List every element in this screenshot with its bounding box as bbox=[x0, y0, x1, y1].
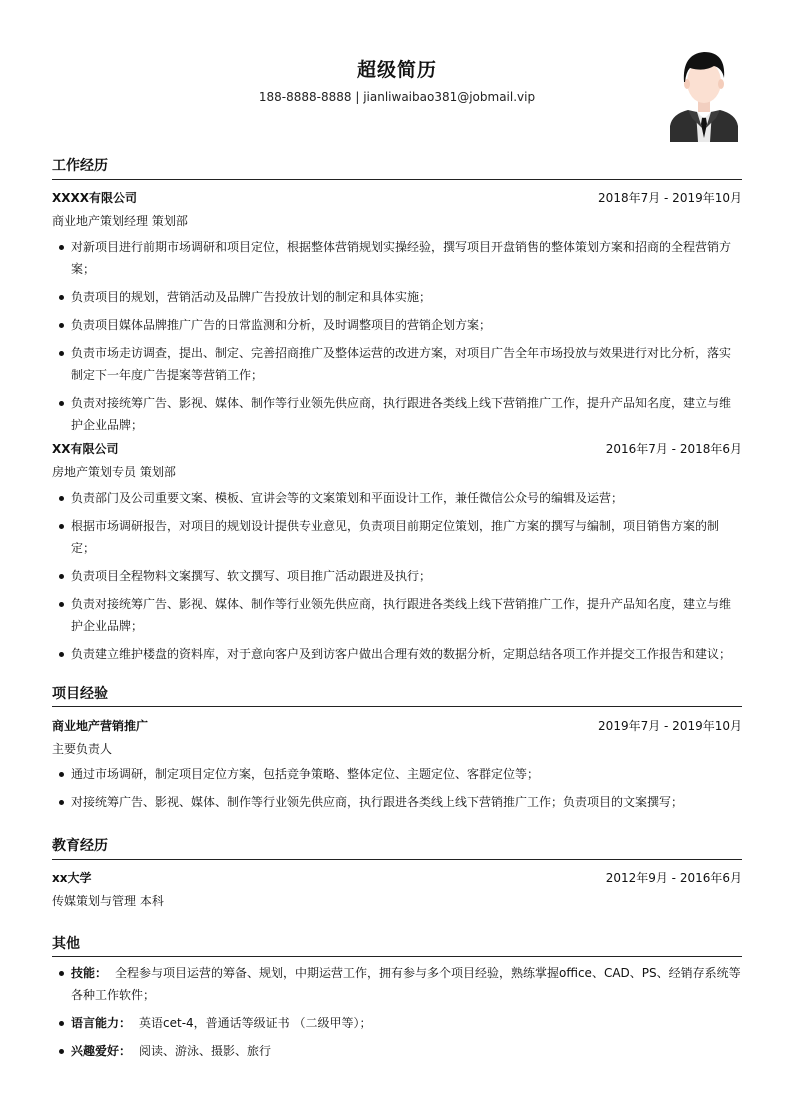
entry-role: 商业地产策划经理 策划部 bbox=[52, 214, 188, 228]
resume-title: 超级简历 bbox=[356, 59, 437, 81]
bullet-list bbox=[52, 763, 742, 819]
entry-header bbox=[52, 869, 742, 887]
entry-date: 2019年7月 - 2019年10月 bbox=[598, 719, 742, 733]
section-title-work: 工作经历 bbox=[52, 158, 108, 174]
section-title-project: 项目经验 bbox=[52, 686, 108, 702]
item-text: 全程参与项目运营的筹备、规划，中期运营工作，拥有参与多个项目经验，熟练掌握office、CAD、PS、经销存系统等各种工作软件； bbox=[71, 966, 741, 1002]
entry-date: 2016年7月 - 2018年6月 bbox=[605, 442, 742, 456]
company-name: XXXX有限公司 bbox=[52, 191, 138, 205]
section-divider bbox=[52, 179, 742, 180]
entry-major: 传媒策划与管理 本科 bbox=[52, 894, 164, 908]
project-name: 商业地产营销推广 bbox=[52, 719, 149, 733]
entry-header bbox=[52, 440, 742, 458]
item-label: 技能： bbox=[71, 966, 108, 980]
item-text: 英语cet-4，普通话等级证书 （二级甲等）； bbox=[139, 1016, 372, 1030]
bullet-list bbox=[52, 236, 742, 442]
contact-line: 188-8888-8888 | jianliwaibao381@jobmail.vip bbox=[258, 90, 536, 104]
section-divider bbox=[52, 706, 742, 707]
list-item: 对新项目进行前期市场调研和项目定位，根据整体营销规划实操经验，撰写项目开盘销售的整体策划方案和招商的全程营销方案； bbox=[52, 236, 742, 280]
item-text: 阅读、游泳、摄影、旅行 bbox=[139, 1044, 272, 1058]
bullet-list bbox=[52, 487, 742, 671]
list-item bbox=[52, 1012, 742, 1034]
school-name: xx大学 bbox=[52, 871, 92, 885]
item-label: 兴趣爱好： bbox=[71, 1044, 132, 1058]
section-divider bbox=[52, 859, 742, 860]
company-name: XX有限公司 bbox=[52, 442, 119, 456]
list-item: 根据市场调研报告，对项目的规划设计提供专业意见，负责项目前期定位策划，推广方案的撰写与编制，项目销售方案的制定； bbox=[52, 515, 742, 559]
section-title-education: 教育经历 bbox=[52, 838, 108, 854]
list-item: 负责项目媒体品牌推广广告的日常监测和分析，及时调整项目的营销企划方案； bbox=[52, 314, 742, 336]
entry-header bbox=[52, 717, 742, 735]
list-item: 对接统筹广告、影视、媒体、制作等行业领先供应商，执行跟进各类线上线下营销推广工作；负责项目的文案撰写； bbox=[52, 791, 742, 813]
list-item bbox=[52, 1040, 742, 1062]
list-item: 负责对接统筹广告、影视、媒体、制作等行业领先供应商，执行跟进各类线上线下营销推广工作，提升产品知名度，建立与维护企业品牌； bbox=[52, 392, 742, 436]
list-item bbox=[52, 962, 742, 1006]
profile-photo bbox=[668, 48, 740, 142]
list-item: 通过市场调研，制定项目定位方案，包括竞争策略、整体定位、主题定位、客群定位等； bbox=[52, 763, 742, 785]
entry-role: 房地产策划专员 策划部 bbox=[52, 465, 176, 479]
entry-header bbox=[52, 189, 742, 207]
list-item: 负责市场走访调查，提出、制定、完善招商推广及整体运营的改进方案，对项目广告全年市场投放与效果进行对比分析，落实制定下一年度广告提案等营销工作； bbox=[52, 342, 742, 386]
section-title-other: 其他 bbox=[52, 936, 80, 952]
list-item: 负责项目全程物料文案撰写、软文撰写、项目推广活动跟进及执行； bbox=[52, 565, 742, 587]
entry-role: 主要负责人 bbox=[52, 742, 113, 756]
list-item: 负责对接统筹广告、影视、媒体、制作等行业领先供应商，执行跟进各类线上线下营销推广工作，提升产品知名度，建立与维护企业品牌； bbox=[52, 593, 742, 637]
item-label: 语言能力： bbox=[71, 1016, 132, 1030]
list-item: 负责部门及公司重要文案、模板、宣讲会等的文案策划和平面设计工作，兼任微信公众号的编辑及运营； bbox=[52, 487, 742, 509]
list-item: 负责建立维护楼盘的资料库，对于意向客户及到访客户做出合理有效的数据分析，定期总结各项工作并提交工作报告和建议； bbox=[52, 643, 742, 665]
list-item: 负责项目的规划，营销活动及品牌广告投放计划的制定和具体实施； bbox=[52, 286, 742, 308]
entry-date: 2012年9月 - 2016年6月 bbox=[605, 871, 742, 885]
entry-date: 2018年7月 - 2019年10月 bbox=[598, 191, 742, 205]
section-divider bbox=[52, 956, 742, 957]
bullet-list bbox=[52, 962, 742, 1068]
